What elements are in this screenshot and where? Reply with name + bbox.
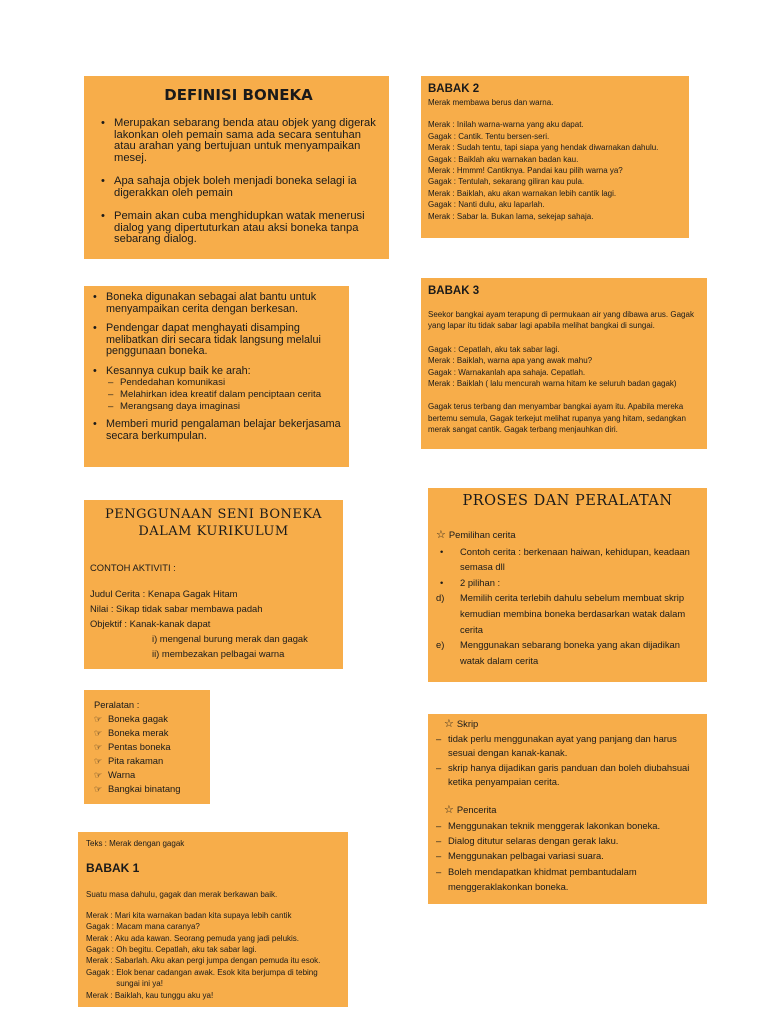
speaker: Gagak : xyxy=(86,945,117,955)
speech: Baiklah, kau tunggu aku ya! xyxy=(114,990,214,1000)
sub-list-item: – Melahirkan idea kreatif dalam penciptaan cerita xyxy=(108,389,343,401)
title-line: PENGGUNAAN SENI BONEKA xyxy=(105,507,322,522)
slide-title xyxy=(90,506,337,540)
speech: Nanti dulu, aku laparlah. xyxy=(458,200,545,210)
list-item: – tidak perlu menggunakan ayat yang panjang dan harus sesuai dengan kanak-kanak. xyxy=(436,732,699,761)
speaker: Gagak : xyxy=(428,367,459,377)
dialog-line xyxy=(428,211,681,222)
list-item xyxy=(94,726,202,740)
contoh-aktiviti-heading: CONTOH AKTIVITI : xyxy=(90,562,176,573)
pointing-hand-icon: ☞ xyxy=(94,714,103,724)
speaker: Gagak : xyxy=(86,922,117,932)
speech: Cepatlah, aku tak sabar lagi. xyxy=(458,344,560,354)
heading-text: Pemilihan cerita xyxy=(448,529,516,540)
dialog-line xyxy=(86,921,340,932)
dialog-line xyxy=(428,367,699,378)
dialog-line xyxy=(86,955,340,966)
pointing-hand-icon: ☞ xyxy=(94,728,103,738)
list-item: – Dialog ditutur selaras dengan gerak laku. xyxy=(436,833,699,848)
list-item xyxy=(90,366,343,413)
list-item xyxy=(436,590,699,637)
speech: Cantik. Tentu bersen-seri. xyxy=(458,131,550,141)
pointing-hand-icon: ☞ xyxy=(94,770,103,780)
kegunaan-list xyxy=(90,292,343,442)
speaker: Gagak : xyxy=(428,200,459,210)
list-item-text: Boneka gagak xyxy=(108,713,168,724)
star-icon: ☆ xyxy=(444,803,454,816)
speech: Sudah tentu, tapi siapa yang hendak diwarnakan dahulu. xyxy=(456,143,659,153)
list-item: – Menggunakan teknik menggerak lakonkan boneka. xyxy=(436,818,699,833)
speech: Aku ada kawan. Seorang pemuda yang jadi pelukis. xyxy=(114,933,300,943)
speaker: Merak : xyxy=(428,356,457,366)
list-item: – Boleh mendapatkan khidmat pembantudalam menggeraklakonkan boneka. xyxy=(436,864,699,895)
star-icon: ☆ xyxy=(444,718,454,730)
list-item xyxy=(94,768,202,782)
dialog-line xyxy=(86,990,340,1001)
teks-caption: Teks : Merak dengan gagak xyxy=(86,839,185,848)
list-item-text: Bangkai binatang xyxy=(108,783,181,794)
speaker: Merak : xyxy=(428,120,457,130)
speaker: Merak : xyxy=(428,379,457,389)
slide-peralatan xyxy=(84,690,210,804)
babak-title: BABAK 3 xyxy=(428,285,480,297)
slide-babak-2 xyxy=(421,76,689,238)
slide-kegunaan-boneka xyxy=(84,286,349,467)
pointing-hand-icon: ☞ xyxy=(94,784,103,794)
skrip-heading xyxy=(436,717,699,732)
speech: Elok benar cadangan awak. Esok kita berjumpa di tebing sungai ini ya! xyxy=(116,967,318,989)
dialog-line xyxy=(428,142,681,153)
babak-intro: Seekor bangkai ayam terapung di permukaan air yang dibawa arus. Gagak yang lapar itu tidak sabar lagi apabila melihat bangkai di sungai. xyxy=(428,310,694,331)
pencerita-list xyxy=(436,818,699,895)
speaker: Merak : xyxy=(86,956,115,966)
list-item-text: Menggunakan sebarang boneka yang akan dijadikan watak dalam cerita xyxy=(460,639,680,666)
list-item-text: Boneka merak xyxy=(108,727,169,738)
speaker: Merak : xyxy=(428,188,457,198)
list-item xyxy=(94,712,202,726)
pointing-hand-icon: ☞ xyxy=(94,756,103,766)
title-line: DALAM KURIKULUM xyxy=(138,524,289,539)
list-item-text: Memilih cerita terlebih dahulu sebelum membuat skrip kemudian membina boneka berdasarkan watak dalam cerita xyxy=(460,592,686,635)
speaker: Gagak : xyxy=(428,344,459,354)
speech: Baiklah, aku akan warnakan lebih cantik lagi. xyxy=(456,188,617,198)
skrip-list xyxy=(436,732,699,790)
speech: Mari kita warnakan badan kita supaya lebih cantik xyxy=(114,910,292,920)
dialog-line xyxy=(428,176,681,187)
dialog-line xyxy=(428,154,681,165)
list-item: • Merupakan sebarang benda atau objek yang digerak lakonkan oleh pemain sama ada secara sentuhan atau arahan yang bertujuan untuk menyampaikan mesej. xyxy=(98,118,379,164)
list-item-text: Warna xyxy=(108,769,136,780)
list-item xyxy=(94,740,202,754)
speaker: Merak : xyxy=(86,990,115,1000)
sub-list-item: – Pendedahan komunikasi xyxy=(108,377,343,389)
definisi-list xyxy=(98,118,379,246)
dialog-line xyxy=(428,344,699,355)
slide-definisi-boneka xyxy=(84,76,389,259)
slide-penggunaan-seni-boneka xyxy=(84,500,343,669)
speaker: Merak : xyxy=(86,910,115,920)
dialog-line xyxy=(428,199,681,210)
objektif-item: ii) membezakan pelbagai warna xyxy=(152,648,285,659)
speech: Oh begitu. Cepatlah, aku tak sabar lagi. xyxy=(116,945,257,955)
dialog-line xyxy=(428,165,681,176)
list-item: • Memberi murid pengalaman belajar bekerjasama secara berkumpulan. xyxy=(90,419,343,442)
list-item-text: 2 pilihan : xyxy=(460,576,501,588)
speech: Inilah warna-warna yang aku dapat. xyxy=(456,120,584,130)
speech: Warnakanlah apa sahaja. Cepatlah. xyxy=(458,367,586,377)
babak-outro: Gagak terus terbang dan menyambar bangkai ayam itu. Apabila mereka bertemu semula, Gagak terkejut melihat rupanya yang hitam, sedangkan merak sangat cantik. Gagak terbang menjauhkan diri. xyxy=(428,402,686,435)
peralatan-heading: Peralatan : xyxy=(94,699,140,710)
pointing-hand-icon: ☞ xyxy=(94,742,103,752)
speech: Sabar la. Bukan lama, sekejap sahaja. xyxy=(456,211,594,221)
slide-skrip-pencerita xyxy=(428,714,707,904)
list-item xyxy=(436,637,699,668)
objektif-item: i) mengenal burung merak dan gagak xyxy=(152,633,308,644)
slide-babak-1 xyxy=(78,832,348,1007)
slide-proses-dan-peralatan xyxy=(428,488,707,682)
babak-title: BABAK 2 xyxy=(428,83,480,95)
speech: Macam mana caranya? xyxy=(116,922,200,932)
babak-intro: Suatu masa dahulu, gagak dan merak berkawan baik. xyxy=(86,890,278,900)
dialog-line xyxy=(428,119,681,130)
dialog-line xyxy=(86,967,340,990)
dialog-line xyxy=(86,933,340,944)
list-item: • Boneka digunakan sebagai alat bantu untuk menyampaikan cerita dengan berkesan. xyxy=(90,292,343,315)
list-item-text: Contoh cerita : berkenaan haiwan, kehidupan, keadaan semasa dll xyxy=(460,545,690,573)
sub-list-item: – Merangsang daya imaginasi xyxy=(108,401,343,413)
star-icon: ☆ xyxy=(436,529,446,541)
speaker: Merak : xyxy=(428,143,457,153)
list-item xyxy=(94,754,202,768)
pemilihan-cerita-heading xyxy=(436,527,699,544)
speaker: Gagak : xyxy=(428,131,459,141)
speaker: Gagak : xyxy=(86,967,117,977)
list-item: • Apa sahaja objek boleh menjadi boneka selagi ia digerakkan oleh pemain xyxy=(98,176,379,199)
sub-list xyxy=(106,377,343,412)
speech: Baiklah ( lalu mencurah warna hitam ke seluruh badan gagak) xyxy=(456,379,677,389)
speaker: Gagak : xyxy=(428,154,459,164)
speaker: Gagak : xyxy=(428,177,459,187)
dialog-line xyxy=(428,378,699,389)
list-item: – skrip hanya dijadikan garis panduan dan boleh diubahsuai ketika penyampaian cerita. xyxy=(436,761,699,790)
list-marker: d) xyxy=(436,592,445,604)
heading-text: Skrip xyxy=(456,718,479,729)
speech: Baiklah, warna apa yang awak mahu? xyxy=(456,356,593,366)
speech: Tentulah, sekarang giliran kau pula. xyxy=(458,177,585,187)
list-item: – Menggunakan pelbagai variasi suara. xyxy=(436,848,699,863)
judul-cerita: Judul Cerita : Kenapa Gagak Hitam xyxy=(90,588,238,599)
dialog-line xyxy=(428,131,681,142)
list-item xyxy=(436,544,699,575)
dialog-line xyxy=(86,944,340,955)
dialog-line xyxy=(86,910,340,921)
list-item-text: Pentas boneka xyxy=(108,741,171,752)
pencerita-heading xyxy=(436,803,699,818)
slide-title: DEFINISI BONEKA xyxy=(164,86,313,104)
list-item: • Pendengar dapat menghayati disamping melibatkan diri secara tidak langsung melalui penggunaan boneka. xyxy=(90,323,343,358)
speaker: Merak : xyxy=(428,166,457,176)
list-marker: • xyxy=(440,576,444,588)
list-item: • Pemain akan cuba menghidupkan watak menerusi dialog yang dipertuturkan atau aksi boneka tanpa sebarang dialog. xyxy=(98,211,379,246)
list-marker: e) xyxy=(436,639,445,651)
babak-title: BABAK 1 xyxy=(86,861,140,876)
speaker: Merak : xyxy=(428,211,457,221)
heading-text: Pencerita xyxy=(456,803,497,815)
nilai: Nilai : Sikap tidak sabar membawa padah xyxy=(90,603,263,614)
dialog-line xyxy=(428,355,699,366)
slide-title: PROSES DAN PERALATAN xyxy=(462,493,673,509)
babak-intro: Merak membawa berus dan warna. xyxy=(428,98,554,107)
list-item-text: Pita rakaman xyxy=(108,755,164,766)
list-item-text: Kesannya cukup baik ke arah: xyxy=(106,364,251,377)
speech: Sabarlah. Aku akan pergi jumpa dengan pemuda itu esok. xyxy=(114,956,321,966)
list-item xyxy=(94,782,202,796)
list-marker: • xyxy=(440,545,444,557)
speaker: Merak : xyxy=(86,933,115,943)
speech: Baiklah aku warnakan badan kau. xyxy=(458,154,579,164)
list-item xyxy=(436,575,699,591)
slide-babak-3 xyxy=(421,278,707,449)
dialog-line xyxy=(428,188,681,199)
objektif: Objektif : Kanak-kanak dapat xyxy=(90,618,211,629)
speech: Hmmm! Cantiknya. Pandai kau pilih warna ya? xyxy=(456,166,623,176)
